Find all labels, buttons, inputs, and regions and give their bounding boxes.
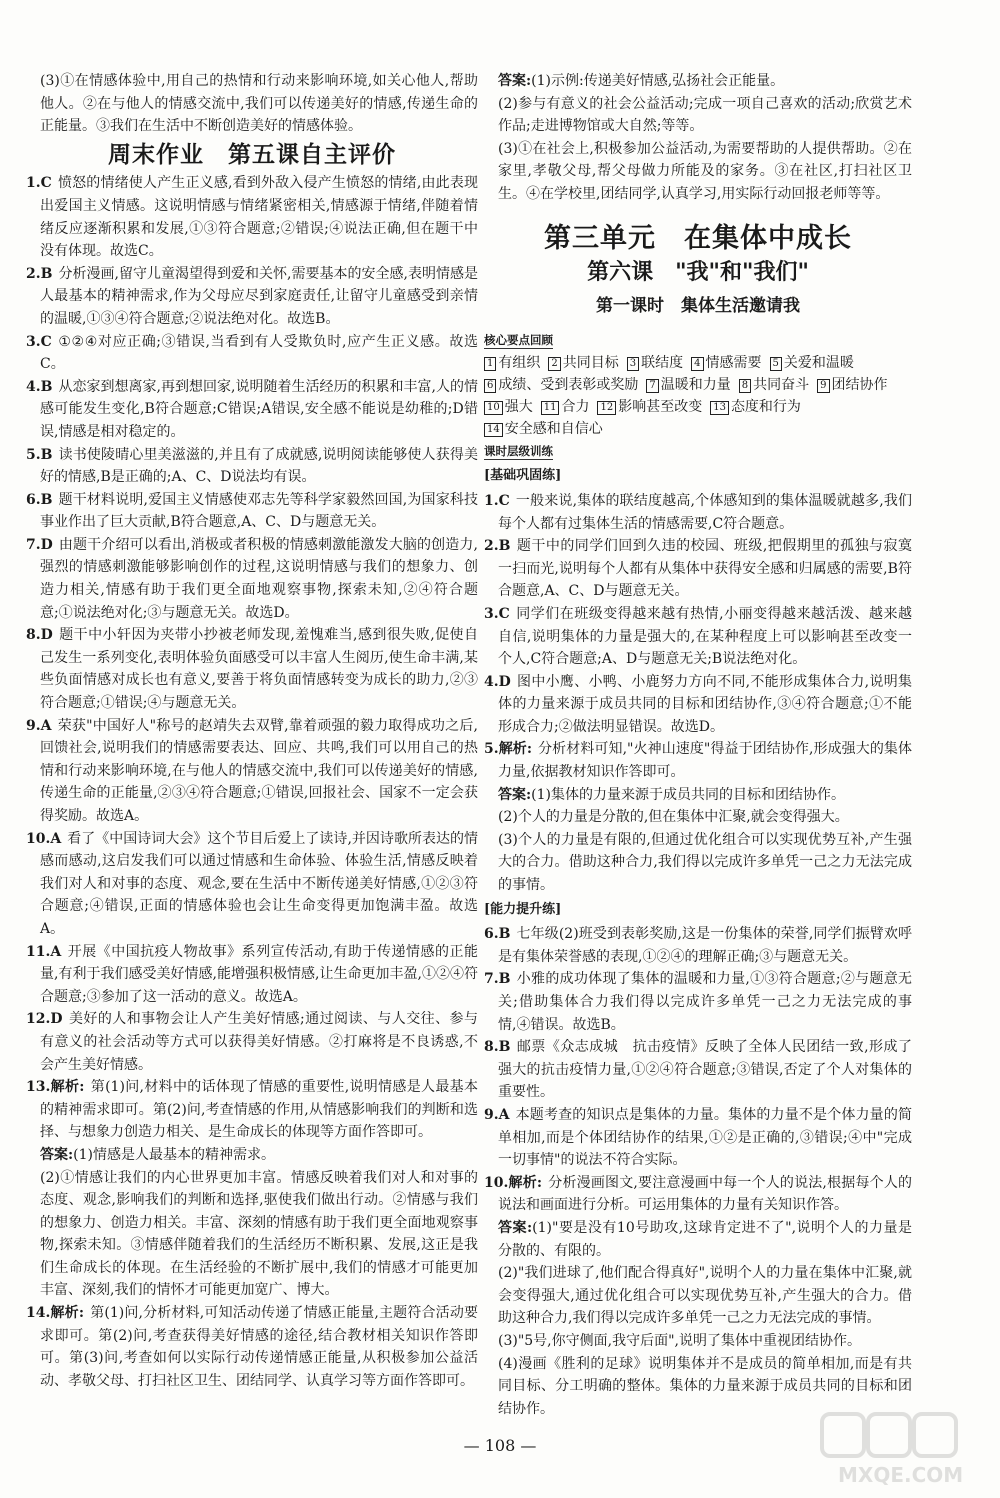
item-text: 同学们在班级变得越来越有热情,小丽变得越来越活泼、越来越自信,说明集体的力量是强大的,在某种程度上可以影响甚至改变一个人,C符合题意;A、D与题意无关;B说法绝对化。 [498,605,912,668]
basic-item [484,490,912,535]
key-point-text: 安全感和自信心 [504,421,603,438]
ability-item [484,1104,912,1172]
item-number: 8.D [26,627,53,644]
item-text: 图中小鹰、小鸭、小鹿努力方向不同,不能形成集体合力,说明集体的力量来源于成员共同的目标和团结协作,③④符合题意;①不能形成合力;②做法明显错误。故选D。 [498,673,912,735]
question-item [26,624,478,714]
item-text: 七年级(2)班受到表彰奖励,这是一份集体的荣誉,同学们振臂欢呼是有集体荣誉感的表现,①②④的理解正确;③与题意无关。 [498,926,912,965]
item-number: 9.A [26,717,52,734]
item-number: 3.C [484,605,510,622]
key-points-grid [484,352,912,440]
item-text: 题干材料说明,爱国主义情感使邓志先等科学家毅然回国,为国家科技事业作出了巨大贡献,B符合题意,A、C、D与题意无关。 [40,491,478,531]
answer10-p3: (3)"5号,你守侧面,我守后面",说明了集体中重视团结协作。 [498,1332,861,1349]
item-number: 7.D [26,536,53,553]
key-point-text: 强大 [504,399,533,416]
key-point [484,352,540,374]
key-point-text: 共同目标 [562,355,619,372]
answer5-first: 答案:(1)集体的力量来源于成员共同的目标和团结协作。 [498,786,846,803]
key-point [739,374,809,396]
key-point [817,374,887,396]
item-text: 愤怒的情绪使人产生正义感,看到外敌入侵产生愤怒的情绪,由此表现出爱国主义情感。这说明情感与情绪紧密相关,情感源于情绪,伴随着情绪反应逐渐积累和发展,①③符合题意;②错误;④说法正确,但在题干中没有体现。故选C。 [40,175,478,260]
key-point-text: 联结度 [641,355,684,372]
ability-item [484,1172,912,1217]
ability-items-list [484,923,912,1217]
key-point [484,418,603,440]
ability-item [484,923,912,968]
item-text: 荣获"中国好人"称号的赵靖失去双臂,靠着顽强的毅力取得成功之后,回馈社会,说明我们的情感需要表达、回应、共鸣,我们可以用自己的热情和行动来影响环境,在与他人的情感交流中,我们可以传递美好的情感,传递生命的正能量,②③④符合题意;①错误,回报社会、国家不一定会获得奖励。故选A。 [40,717,478,824]
key-point-number: 14 [484,423,503,437]
key-point-text: 成绩、受到表彰或奖励 [498,377,639,394]
right-column [484,70,912,1420]
item-14: 14.解析: 第(1)问,分析材料,可知活动传递了情感正能量,主题符合活动要求即可。第(2)问,考查获得美好情感的途径,结合教材相关知识作答即可。第(3)问,考查如何以实际行动传递情感正能量,从积极参加公益活动、孝敬父母、打扫社区卫生、团结同学、认真学习等方面作答即可。 [26,1305,478,1389]
key-point-number: 6 [484,379,496,393]
ability-item [484,968,912,1036]
section-title: 周末作业 第五课自主评价 [108,141,396,168]
item-text: 题干中小轩因为夹带小抄被老师发现,羞愧难当,感到很失败,促使自己发生一系列变化,表明体验负面感受可以丰富人生阅历,使生命丰满,某些负面情感对成长也有意义,要善于将负面情感转变为成长的助力,②③符合题意;①错误;④与题意无关。 [40,627,478,712]
left-items-list [26,172,478,1144]
item-number: 8.B [484,1039,511,1056]
answer10-p4: (4)漫画《胜利的足球》说明集体并不是成员的简单相加,而是有共同目标、分工明确的整体。集体的力量来源于成员共同的目标和团结协作。 [498,1355,912,1417]
item-number: 6.B [26,491,53,508]
key-point-number: 11 [541,401,560,415]
item-number: 11.A [26,943,62,960]
item-text: 分析漫画,留守儿童渴望得到爱和关怀,需要基本的安全感,表明情感是人最基本的精神需求,作为父母应尽到家庭责任,让留守儿童感受到亲情的温暖,①③④符合题意;②说法绝对化。故选B。 [40,265,478,327]
item-text: 第(1)问,材料中的话体现了情感的重要性,说明情感是人最基本的精神需求即可。第(2)问,考查情感的作用,从情感影响我们的判断和选择、与想象力创造力相关、是生命成长的体现等方面作答即可。 [40,1079,478,1141]
key-point-number: 1 [484,357,496,371]
answer14-first: 答案:(1)示例:传递美好情感,弘扬社会正能量。 [498,73,785,89]
unit-title: 第三单元 在集体中成长 [544,222,852,254]
key-point-number: 2 [548,357,560,371]
page-number: — 108 — [463,1436,537,1455]
question-item [26,1076,478,1144]
key-point [646,374,730,396]
key-point-number: 7 [646,379,658,393]
key-point [691,352,761,374]
item-text: 分析材料可知,"火神山速度"得益于团结协作,形成强大的集体力量,依据教材知识作答即可。 [498,741,912,781]
question-item [26,941,478,1009]
basic-heading: [基础巩固练] [484,468,562,484]
item-number: 5.解析: [484,741,533,758]
key-point-number: 3 [627,357,639,371]
period-title: 第一课时 集体生活邀请我 [596,295,800,316]
answer13-first: 答案:(1)情感是人最基本的精神需求。 [40,1146,276,1163]
key-point-number: 5 [770,357,782,371]
item-text: 一般来说,集体的联结度越高,个体感知到的集体温暖就越多,我们每个人都有过集体生活的情感需要,C符合题意。 [498,492,912,532]
watermark-box-2 [868,1414,910,1456]
item-number: 13.解析: [26,1079,85,1096]
item-number: 6.B [484,926,511,943]
answer5-p2: (2)个人的力量是分散的,但在集体中汇聚,就会变得强大。 [498,809,849,826]
basic-item [484,603,912,671]
item-number: 12.D [26,1011,63,1028]
item-text: 题干中的同学们回到久违的校园、班级,把假期里的孤独与寂寞一扫而光,说明每个人都有从集体中获得安全感和归属感的需要,B符合题意,A、C、D与题意无关。 [498,538,912,600]
key-point-number: 8 [739,379,751,393]
watermark-text: MXQE.COM [838,1463,964,1487]
item-number: 5.B [26,446,53,463]
item-text: 看了《中国诗词大会》这个节目后爱上了读诗,并因诗歌所表达的情感而感动,这启发我们可以通过情感和生命体验、体验生活,情感反映着我们对人和对事的态度、观念,要在生活中不断传递美好情感,①②③符合题意;④错误,正面的情感体验也会让生命变得更加饱满丰盈。故选A。 [40,830,478,937]
basic-item [484,738,912,783]
question-item [26,376,478,444]
key-point [710,396,801,418]
item-text: 邮票《众志成城 抗击疫情》反映了全体人民团结一致,形成了强大的抗击疫情力量,①②④符合题意;③错误,否定了个人对集体的重要性。 [498,1039,912,1101]
key-point-number: 10 [484,401,503,415]
key-point-text: 温暖和力量 [660,377,731,394]
key-point-text: 共同奋斗 [753,377,810,394]
question-item [26,489,478,534]
item-number: 3.C [26,333,52,350]
question-item [26,534,478,624]
key-point-number: 13 [710,401,729,415]
key-point-text: 有组织 [498,355,541,372]
key-point-text: 态度和行为 [730,399,801,416]
ability-heading: [能力提升练] [484,901,562,917]
ability-item [484,1036,912,1104]
item-number: 7.B [484,971,511,988]
key-point-text: 团结协作 [831,377,888,394]
key-point [541,396,590,418]
key-point [597,396,702,418]
key-point-text: 合力 [561,399,590,416]
item-number: 10.A [26,830,62,847]
item-number: 1.C [484,492,510,509]
item-text: 由题干介绍可以看出,消极或者积极的情感刺激能激发大脑的创造力,强烈的情感刺激能够影响创作的过程,这说明情感与我们的想象力、创造力相关,情感有助于我们更全面地观察事物,探索未知,②④符合题意;①说法绝对化;③与题意无关。故选D。 [40,536,478,621]
question-item [26,828,478,941]
key-point [548,352,618,374]
item-text: ①②④对应正确;③错误,当看到有人受欺负时,应产生正义感。故选C。 [40,333,478,373]
watermark-box-3 [914,1414,956,1456]
item-number: 4.D [484,673,511,690]
key-point [484,396,533,418]
key-point-text: 影响甚至改变 [618,399,703,416]
item-number: 1.C [26,175,52,192]
question-item [26,172,478,262]
item-number: 9.A [484,1106,510,1123]
key-point [770,352,854,374]
item-number: 2.B [484,538,511,555]
item-text: 从恋家到想离家,再到想回家,说明随着生活经历的积累和丰富,人的情感可能发生变化,B符合题意;C错误;A错误,安全感不能说是幼稚的;D错误,情感是相对稳定的。 [40,378,478,440]
key-point-text: 关爱和温暖 [783,355,854,372]
answer10-first: 答案:(1)"要是没有10号助攻,这球肯定进不了",说明个人的力量是分散的、有限的。 [498,1219,912,1259]
question-item [26,331,478,376]
key-points-heading: 核心要点回顾 [484,333,553,348]
key-point [484,374,638,396]
key-point-text: 情感需要 [705,355,762,372]
item-number: 10.解析: [484,1174,543,1191]
key-point-number: 4 [691,357,703,371]
basic-item [484,535,912,603]
item-number: 2.B [26,265,53,282]
item-text: 小雅的成功体现了集体的温暖和力量,①③符合题意;②与题意无关;借助集体合力我们得以完成许多单凭一己之力无法完成的事情,④错误。故选B。 [498,971,912,1033]
intro-paragraph: (3)①在情感体验中,用自己的热情和行动来影响环境,如关心他人,帮助他人。②在与他人的情感交流中,我们可以传递美好的情感,传递生命的正能量。③我们在生活中不断创造美好的情感体验。 [40,73,478,135]
training-heading: 课时层级训练 [484,444,553,459]
item-text: 美好的人和事物会让人产生美好情感;通过阅读、与人交往、参与有意义的社会活动等方式可以获得美好情感。②打麻将是不良诱惑,不会产生美好情感。 [40,1011,478,1073]
answer13-p2: (2)①情感让我们的内心世界更加丰富。情感反映着我们对人和对事的态度、观念,影响我们的判断和选择,驱使我们做出行动。②情感与我们的想象力、创造力相关。丰富、深刻的情感有助于我们更全面地观察事物,探索未知。③情感伴随着我们的生活经历不断积累、发展,这正是我们生命成长的体现。在生活经验的不断扩展中,我们的情感才可能更加丰富、深刻,我们的情怀才可能更加宽广、博大。 [40,1169,478,1299]
watermark-box-1 [822,1414,864,1456]
answer5-p3: (3)个人的力量是有限的,但通过优化组合可以实现优势互补,产生强大的合力。借助这种合力,我们得以完成许多单凭一己之力无法完成的事情。 [498,831,912,894]
key-point-number: 12 [597,401,616,415]
item-text: 本题考查的知识点是集体的力量。集体的力量不是个体力量的简单相加,而是个体团结协作的结果,①②是正确的,③错误;④中"完成一切事情"的说法不符合实际。 [498,1106,912,1169]
question-item [26,444,478,489]
item-text: 开展《中国抗疫人物故事》系列宣传活动,有助于传递情感的正能量,有利于我们感受美好情感,能增强积极情感,让生命更加丰盈,①②④符合题意;③参加了这一活动的意义。故选A。 [40,943,478,1005]
key-point-number: 9 [817,379,829,393]
answer14-p2: (2)参与有意义的社会公益活动;完成一项自己喜欢的活动;欣赏艺术作品;走进博物馆或大自然;等等。 [498,95,912,135]
item-number: 4.B [26,378,53,395]
item-text: 分析漫画图文,要注意漫画中每一个人的说法,根据每个人的说法和画面进行分析。可运用集体的力量有关知识作答。 [498,1174,912,1214]
left-column [26,70,478,1392]
question-item [26,1008,478,1076]
key-point [627,352,683,374]
basic-item [484,671,912,739]
question-item [26,263,478,331]
basic-items-list [484,490,912,784]
watermark-logo [818,1410,988,1490]
question-item [26,715,478,828]
answer14-p3: (3)①在社会上,积极参加公益活动,为需要帮助的人提供帮助。②在家里,孝敬父母,帮父母做力所能及的家务。③在社区,打扫社区卫生。④在学校里,团结同学,认真学习,用实际行动回报老师等等。 [498,140,912,202]
item-text: 读书使陵晴心里美滋滋的,并且有了成就感,说明阅读能够使人获得美好的情感,B是正确的;A、C、D说法均有误。 [40,446,478,486]
answer10-p2: (2)"我们进球了,他们配合得真好",说明个人的力量在集体中汇聚,就会变得强大,通过优化组合可以实现优势互补,产生强大的合力。借助这种合力,我们得以完成许多单凭一己之力无法完成的事情。 [498,1265,912,1327]
lesson-title: 第六课 "我"和"我们" [587,260,809,286]
